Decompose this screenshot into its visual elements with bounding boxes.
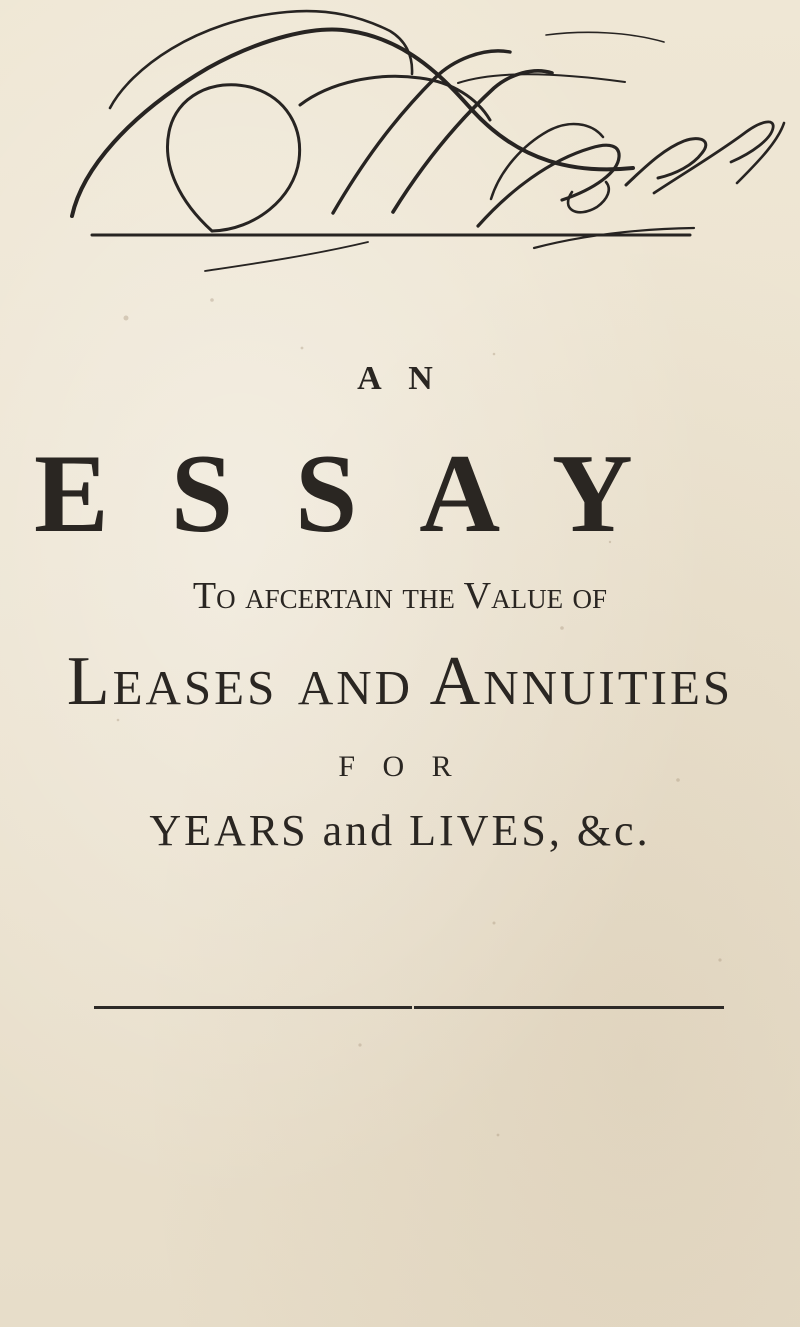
- subject-title: Leases and Annuities: [66, 643, 734, 720]
- subtitle-line: To afcertain the Value of: [192, 575, 608, 617]
- divider-right: [414, 1006, 724, 1009]
- main-title: ESSAY: [34, 432, 695, 556]
- divider-left: [94, 1006, 412, 1009]
- prefix-title: A N: [357, 360, 443, 397]
- subject-subtitle: YEARS and LIVES, &c.: [149, 806, 651, 855]
- connector-word: F O R: [338, 750, 462, 783]
- signature-icon: [0, 0, 800, 320]
